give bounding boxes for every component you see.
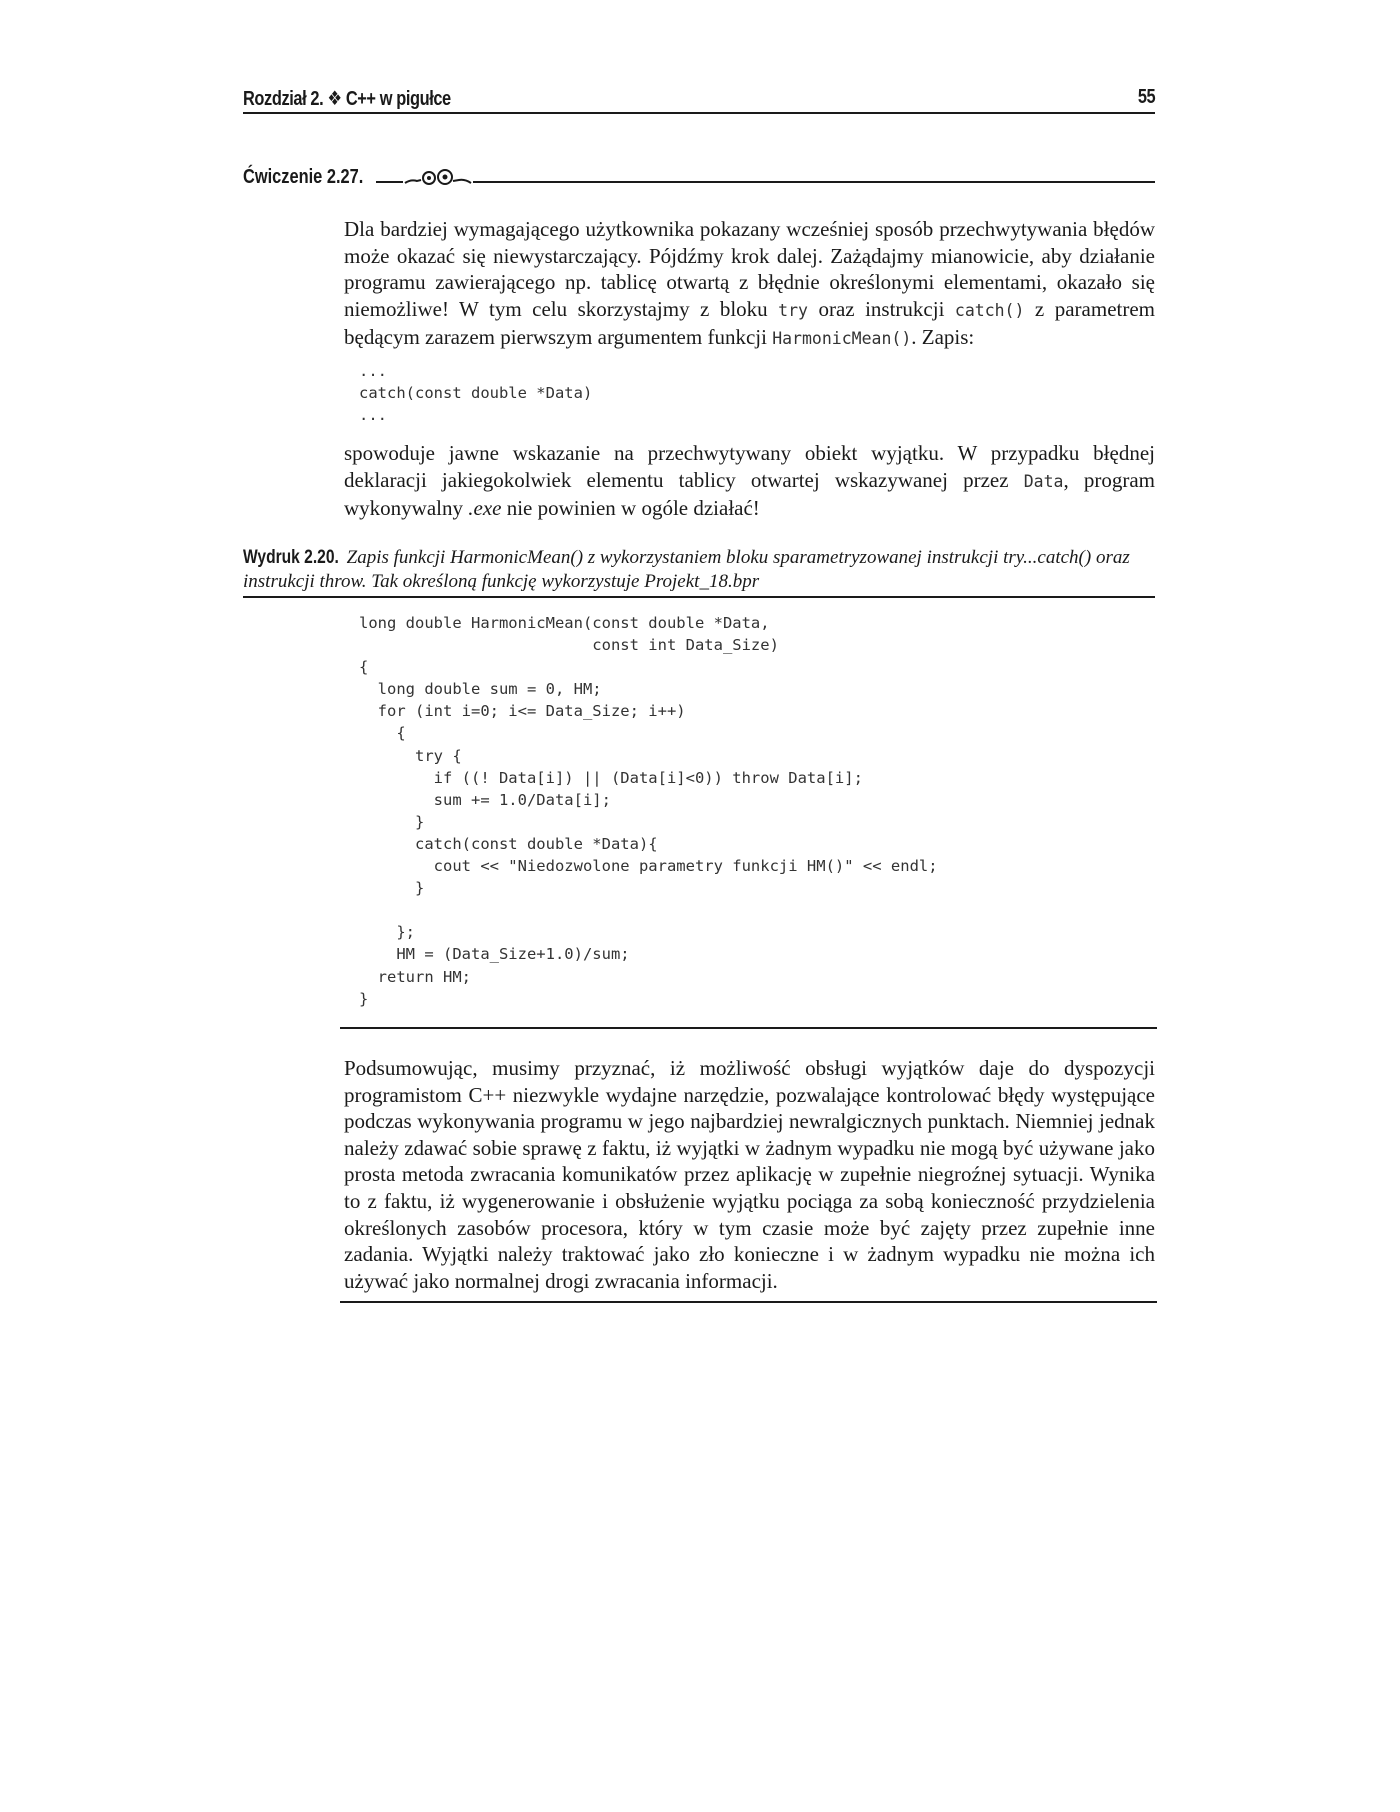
ornament-icon <box>403 166 473 188</box>
inline-code-try: try <box>778 300 808 320</box>
code-listing: long double HarmonicMean(const double *Data, const int Data_Size) { long double sum = 0, HM; for (int i=0; i<= Data_Size; i++) { try { if ((! Data[i]) || (Data[i]<0)) throw Data[i]; sum += 1.0/Data[i]; } catch(const double *Data){ cout << "Niedozwolone parametry funkcji HM()" << endl; } }; HM = (Data_Size+1.0)/sum; return HM; } <box>359 614 938 1008</box>
chapter-title: Rozdział 2. ❖ C++ w pigułce <box>243 88 451 110</box>
page-number: 55 <box>1137 86 1155 108</box>
intro-text-3: z parametrem będącym zarazem pierwszym argumentem funkcji <box>344 296 1155 349</box>
exercise-label: Ćwiczenie 2.27. <box>243 166 367 189</box>
exercise-heading <box>243 166 1155 192</box>
listing-caption-text: Zapis funkcji HarmonicMean() z wykorzystaniem bloku sparametryzowanej instrukcji try...catch() oraz instrukcji throw. Tak określoną funkcję wykorzystuje Projekt_18.bpr <box>243 547 1130 592</box>
intro-text-2: oraz instrukcji <box>807 296 955 321</box>
running-header <box>243 84 1155 114</box>
summary-bottom-rule <box>340 1301 1157 1303</box>
intro-paragraph <box>344 216 1155 353</box>
summary-paragraph: Podsumowując, musimy przyznać, iż możliwość obsługi wyjątków daje do dyspozycji programistom C++ niezwykle wydajne narzędzie, pozwalające kontrolować błędy występujące podczas wykonywania programu w jego najbardziej newralgicznych punktach. Niemniej jednak należy zdawać sobie sprawę z faktu, iż wyjątki w żadnym wypadku nie mogą być używane jako prosta metoda zwracania komunikatów przez aplikację w zupełnie niegroźnej sytuacji. Wynika to z faktu, iż wygenerowanie i obsłużenie wyjątku pociąga za sobą konieczność przydzielenia określonych zasobów procesora, który w tym czasie może być zajęty przez zupełnie inne zadania. Wyjątki należy traktować jako zło konieczne i w żadnym wypadku nie można ich używać jako normalnej drogi zwracania informacji. <box>344 1056 1155 1293</box>
explanation-text-1: spowoduje jawne wskazanie na przechwytywany obiekt wyjątku. W przypadku błędnej deklaracji jakiegokolwiek elementu tablicy otwartej wskazywanej przez <box>344 441 1155 492</box>
inline-code-catch: catch() <box>954 300 1025 320</box>
intro-text-4: . Zapis: <box>911 325 975 349</box>
listing-label: Wydruk 2.20. <box>243 547 339 568</box>
intro-text-1: Dla bardziej wymagającego użytkownika pokazany wcześniej sposób przechwytywania błędów może okazać się niewystarczający. Pójdźmy krok dalej. Zażądajmy mianowicie, aby działanie programu zawierającego np. tablicę otwartą z błędnie określonymi elementami, okazało się niemożliwe! W tym celu skorzystajmy z bloku <box>344 217 1155 321</box>
exercise-rule <box>376 181 1155 183</box>
explanation-text-3: nie powinien w ogóle działać! <box>501 496 760 520</box>
code-snippet: ... catch(const double *Data) ... <box>359 362 593 424</box>
explanation-paragraph <box>344 440 1155 522</box>
inline-code-data: Data <box>1023 471 1064 491</box>
explanation-text-2: , program wykonywalny <box>344 467 1155 520</box>
listing-bottom-rule <box>340 1027 1157 1029</box>
inline-code-harmonicmean: HarmonicMean() <box>772 329 912 348</box>
exe-extension: .exe <box>468 496 502 520</box>
listing-caption <box>243 546 1155 598</box>
